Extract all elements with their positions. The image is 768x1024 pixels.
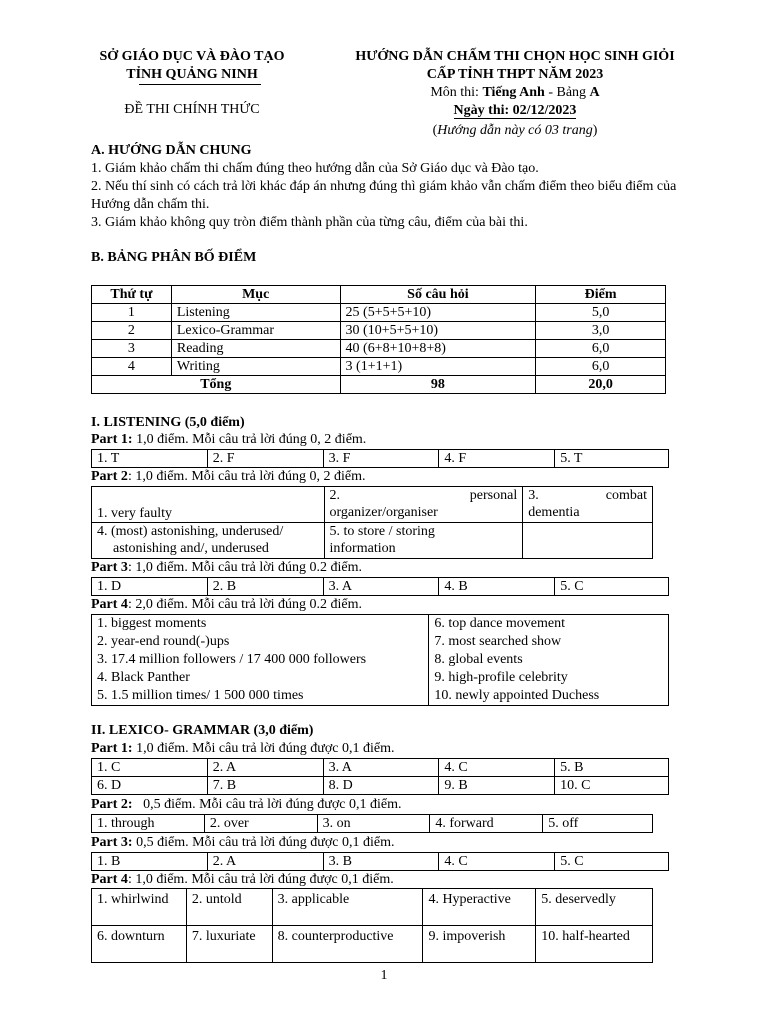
- guideline-2b: Hướng dẫn chấm thi.: [91, 197, 210, 212]
- listening-part3-heading: [91, 559, 362, 577]
- answer-cell: 1. through: [92, 815, 205, 833]
- answer-fragment: combat: [605, 488, 647, 503]
- table-cell: 4: [92, 358, 172, 376]
- answer-cell: 2. A: [207, 759, 323, 777]
- answer-item: 4. Black Panther: [97, 670, 190, 685]
- answer-cell: 6. D: [92, 777, 208, 795]
- province-name: TỈNH QUẢNG NINH: [126, 67, 258, 82]
- part-desc: 0,5 điểm. Mỗi câu trả lời đúng được 0,1 điểm.: [132, 797, 402, 812]
- answer-cell: 10. half-hearted: [536, 926, 653, 963]
- answer-cell: 1. very faulty: [92, 487, 325, 523]
- answer-column-left: [92, 615, 429, 706]
- exam-date: [330, 102, 700, 120]
- answer-fragment: personal: [469, 488, 518, 503]
- answer-column-right: [429, 615, 669, 706]
- part-desc: 1,0 điểm. Mỗi câu trả lời đúng 0, 2 điểm.: [132, 432, 367, 447]
- lexico-part1-heading: [91, 740, 395, 758]
- answer-cell: 7. B: [207, 777, 323, 795]
- answer-item: 3. 17.4 million followers / 17 400 000 followers: [97, 652, 367, 667]
- part-label: Part 4: [91, 597, 128, 612]
- answer-cell: 3. B: [323, 853, 439, 871]
- note-text: Hướng dẫn này có 03 trang: [437, 123, 593, 138]
- answer-cell: [523, 487, 653, 523]
- answer-cell: 2. B: [207, 578, 323, 596]
- board-label: - Bảng: [544, 85, 590, 100]
- table-cell: Reading: [171, 340, 340, 358]
- table-cell: 3,0: [536, 322, 666, 340]
- guideline-1: 1. Giám khảo chấm thi chấm đúng theo hướng dẫn của Sở Giáo dục và Đào tạo.: [91, 161, 539, 176]
- answer-item: 10. newly appointed Duchess: [434, 688, 600, 703]
- answer-cell: 5. off: [543, 815, 653, 833]
- answer-item: 2. year-end round(-)ups: [97, 634, 230, 649]
- section-b-title: B. BẢNG PHÂN BỐ ĐIỂM: [91, 250, 257, 265]
- answer-cell: 1. B: [92, 853, 208, 871]
- answer-fragment: organizer/organiser: [329, 505, 438, 520]
- table-cell: 5,0: [536, 304, 666, 322]
- answer-cell: 4. F: [439, 450, 555, 468]
- table-cell: 3 (1+1+1): [340, 358, 536, 376]
- answer-cell: 3. F: [323, 450, 439, 468]
- part-label: Part 1:: [91, 741, 133, 756]
- exam-date-text: Ngày thi: 02/12/2023: [453, 103, 577, 118]
- board-value: A: [589, 85, 600, 100]
- answer-fragment: information: [329, 541, 396, 556]
- part-label: Part 3: [91, 560, 128, 575]
- part-desc: : 1,0 điểm. Mỗi câu trả lời đúng được 0,1 điểm.: [127, 872, 394, 887]
- listening-title: I. LISTENING (5,0 điểm): [91, 415, 245, 430]
- part-label: Part 3:: [91, 835, 133, 850]
- table-cell: 40 (6+8+10+8+8): [340, 340, 536, 358]
- table-cell: 25 (5+5+5+10): [340, 304, 536, 322]
- listening-part1-table: [91, 449, 669, 468]
- doc-title-line2: CẤP TỈNH THPT NĂM 2023: [426, 67, 604, 82]
- page-count-note: [330, 122, 700, 140]
- header-questions: Số câu hỏi: [340, 286, 536, 304]
- lexico-part2-heading: [91, 796, 402, 814]
- lexico-part1-table: [91, 758, 669, 795]
- answer-item: 5. 1.5 million times/ 1 500 000 times: [97, 688, 304, 703]
- answer-item: 7. most searched show: [434, 634, 562, 649]
- total-score: 20,0: [536, 376, 666, 394]
- part-desc: 1,0 điểm. Mỗi câu trả lời đúng được 0,1 điểm.: [132, 741, 395, 756]
- answer-cell: 1. D: [92, 578, 208, 596]
- answer-fragment: dementia: [528, 505, 580, 520]
- answer-cell: 1. C: [92, 759, 208, 777]
- answer-cell: 2. untold: [186, 889, 272, 926]
- answer-item: 8. global events: [434, 652, 523, 667]
- lexico-part3-table: [91, 852, 669, 871]
- table-cell: 30 (10+5+5+10): [340, 322, 536, 340]
- answer-cell: 4. Hyperactive: [423, 889, 536, 926]
- department-name: SỞ GIÁO DỤC VÀ ĐÀO TẠO: [99, 49, 285, 64]
- answer-cell: 1. whirlwind: [92, 889, 187, 926]
- answer-fragment: astonishing and/, underused: [113, 541, 269, 556]
- answer-cell: [324, 487, 523, 523]
- part-desc: : 1,0 điểm. Mỗi câu trả lời đúng 0.2 điểm.: [127, 560, 363, 575]
- answer-cell: 5. B: [555, 759, 669, 777]
- note-open: (: [432, 123, 438, 138]
- answer-fragment: 4. (most) astonishing, underused/: [97, 524, 284, 539]
- part-label: Part 2:: [91, 797, 133, 812]
- page-number: 1: [380, 968, 388, 983]
- total-label: Tổng: [92, 376, 341, 394]
- table-cell: 6,0: [536, 358, 666, 376]
- answer-cell: [324, 523, 523, 559]
- table-cell: Listening: [171, 304, 340, 322]
- table-cell: 1: [92, 304, 172, 322]
- answer-item: 6. top dance movement: [434, 616, 566, 631]
- section-a-title: A. HƯỚNG DẪN CHUNG: [91, 143, 252, 158]
- listening-part2-table: [91, 486, 653, 559]
- table-cell: 6,0: [536, 340, 666, 358]
- table-cell: Writing: [171, 358, 340, 376]
- lexico-part4-table: [91, 888, 653, 963]
- answer-cell: 9. B: [439, 777, 555, 795]
- listening-part3-table: [91, 577, 669, 596]
- answer-cell: 5. T: [555, 450, 669, 468]
- header-rule: [139, 84, 261, 85]
- listening-part2-heading: [91, 468, 366, 486]
- answer-cell: 3. A: [323, 578, 439, 596]
- doc-title-line1: HƯỚNG DẪN CHẤM THI CHỌN HỌC SINH GIỎI: [355, 49, 675, 64]
- empty-cell: [523, 523, 653, 559]
- answer-cell: 4. C: [439, 759, 555, 777]
- answer-cell: 2. F: [207, 450, 323, 468]
- table-cell: 2: [92, 322, 172, 340]
- score-distribution-table: [91, 285, 666, 394]
- answer-cell: 3. A: [323, 759, 439, 777]
- part-label: Part 2: [91, 469, 128, 484]
- listening-part4-heading: [91, 596, 362, 614]
- guideline-3: 3. Giám khảo không quy tròn điểm thành phần của từng câu, điểm của bài thi.: [91, 215, 528, 230]
- answer-cell: 3. applicable: [272, 889, 423, 926]
- answer-cell: 5. C: [555, 853, 669, 871]
- header-order: Thứ tự: [92, 286, 172, 304]
- header-item: Mục: [171, 286, 340, 304]
- part-label: Part 1:: [91, 432, 133, 447]
- part-desc: : 2,0 điểm. Mỗi câu trả lời đúng 0.2 điểm.: [127, 597, 363, 612]
- subject-value: Tiếng Anh: [482, 85, 545, 100]
- answer-cell: 3. on: [317, 815, 430, 833]
- lexico-part2-table: [91, 814, 653, 833]
- answer-cell: 7. luxuriate: [186, 926, 272, 963]
- answer-cell: 8. D: [323, 777, 439, 795]
- total-questions: 98: [340, 376, 536, 394]
- answer-cell: 9. impoverish: [423, 926, 536, 963]
- note-close: ): [592, 123, 598, 138]
- answer-fragment: 5. to store / storing: [329, 524, 435, 539]
- header-score: Điểm: [536, 286, 666, 304]
- answer-cell: 4. C: [439, 853, 555, 871]
- lexico-title: II. LEXICO- GRAMMAR (3,0 điểm): [91, 723, 314, 738]
- subject-line: [330, 84, 700, 102]
- part-label: Part 4: [91, 872, 128, 887]
- answer-fragment: 2.: [329, 488, 340, 503]
- subject-label: Môn thi:: [430, 85, 483, 100]
- lexico-part3-heading: [91, 834, 395, 852]
- answer-item: 1. biggest moments: [97, 616, 207, 631]
- part-desc: : 1,0 điểm. Mỗi câu trả lời đúng 0, 2 điểm.: [127, 469, 366, 484]
- answer-item: 9. high-profile celebrity: [434, 670, 568, 685]
- table-cell: 3: [92, 340, 172, 358]
- answer-cell: 2. over: [204, 815, 317, 833]
- answer-cell: 4. B: [439, 578, 555, 596]
- official-exam-label: ĐỀ THI CHÍNH THỨC: [124, 102, 260, 117]
- answer-cell: 4. forward: [430, 815, 543, 833]
- answer-cell: 10. C: [555, 777, 669, 795]
- listening-part4-table: [91, 614, 669, 706]
- answer-fragment: 3.: [528, 488, 539, 503]
- answer-cell: 8. counterproductive: [272, 926, 423, 963]
- guideline-2a: 2. Nếu thí sinh có cách trả lời khác đáp án nhưng đúng thì giám khảo vẫn chấm điểm theo biểu điểm của: [91, 179, 677, 194]
- part-desc: 0,5 điểm. Mỗi câu trả lời đúng được 0,1 điểm.: [132, 835, 395, 850]
- answer-cell: 2. A: [207, 853, 323, 871]
- answer-cell: 5. C: [555, 578, 669, 596]
- answer-cell: 5. deservedly: [536, 889, 653, 926]
- answer-cell: 1. T: [92, 450, 208, 468]
- answer-cell: 6. downturn: [92, 926, 187, 963]
- table-cell: Lexico-Grammar: [171, 322, 340, 340]
- listening-part1-heading: [91, 431, 366, 449]
- answer-cell: [92, 523, 325, 559]
- lexico-part4-heading: [91, 871, 394, 889]
